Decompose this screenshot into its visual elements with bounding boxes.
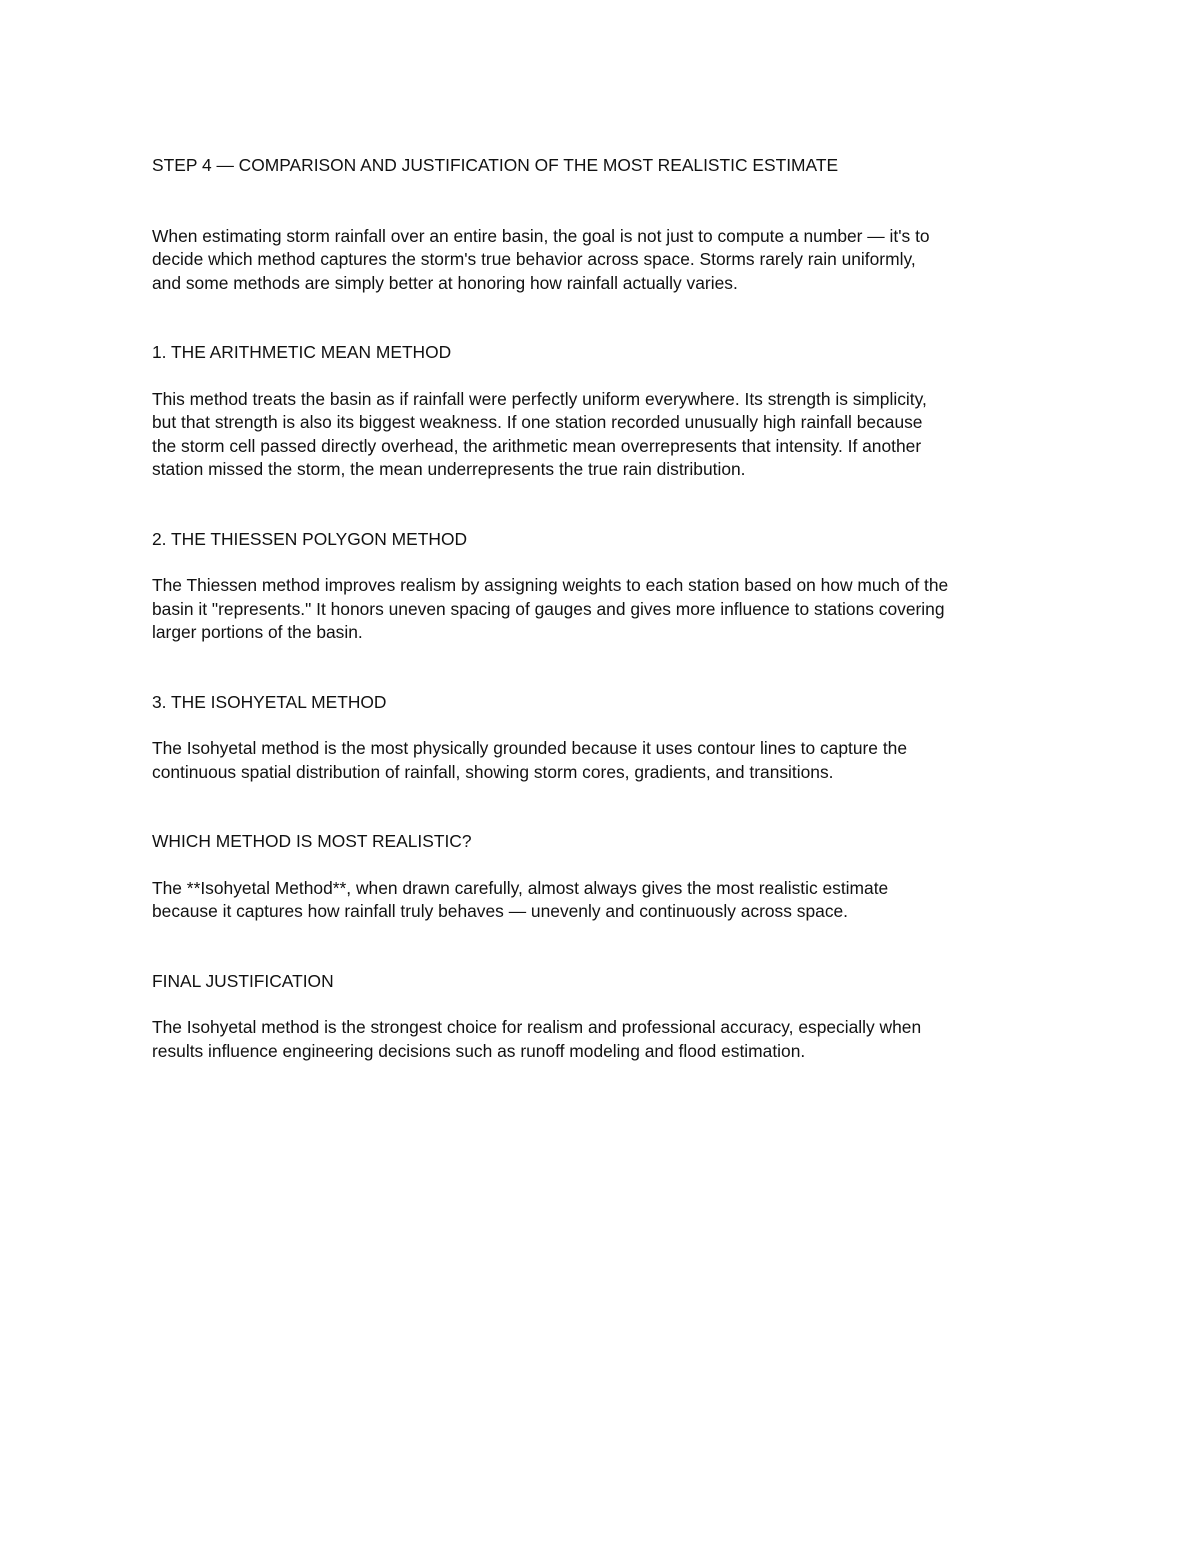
paragraph-line: basin it "represents." It honors uneven spacing of gauges and gives more influence to stations covering <box>152 598 945 619</box>
intro-line: When estimating storm rainfall over an entire basin, the goal is not just to compute a number — it's to <box>152 225 930 246</box>
intro-line: and some methods are simply better at honoring how rainfall actually varies. <box>152 272 738 293</box>
paragraph-line: the storm cell passed directly overhead, the arithmetic mean overrepresents that intensity. If another <box>152 435 922 456</box>
paragraph-line: The **Isohyetal Method**, when drawn carefully, almost always gives the most realistic estimate <box>152 877 889 898</box>
section-paragraph-arithmetic-mean <box>152 388 1052 482</box>
section-heading-most-realistic: WHICH METHOD IS MOST REALISTIC? <box>152 831 472 851</box>
document-title: STEP 4 — COMPARISON AND JUSTIFICATION OF THE MOST REALISTIC ESTIMATE <box>152 155 839 175</box>
paragraph-line: continuous spatial distribution of rainfall, showing storm cores, gradients, and transitions. <box>152 761 834 782</box>
paragraph-line: but that strength is also its biggest weakness. If one station recorded unusually high rainfall because <box>152 412 923 432</box>
section-paragraph-isohyetal <box>152 737 1052 784</box>
section-paragraph-thiessen <box>152 574 1052 645</box>
paragraph-line: station missed the storm, the mean underrepresents the true rain distribution. <box>152 459 746 479</box>
paragraph-line: because it captures how rainfall truly behaves — unevenly and continuously across space. <box>152 901 849 921</box>
document-body <box>152 154 1052 1109</box>
section-paragraph-final-justification <box>152 1016 1052 1063</box>
section-heading-thiessen: 2. THE THIESSEN POLYGON METHOD <box>152 528 468 549</box>
intro-paragraph <box>152 225 1052 296</box>
paragraph-line: results influence engineering decisions such as runoff modeling and flood estimation. <box>152 1040 806 1061</box>
paragraph-line: This method treats the basin as if rainfall were perfectly uniform everywhere. Its strength is simplicity, <box>152 388 927 409</box>
paragraph-line: The Isohyetal method is the strongest choice for realism and professional accuracy, especially when <box>152 1017 922 1037</box>
section-heading-arithmetic-mean: 1. THE ARITHMETIC MEAN METHOD <box>152 342 452 362</box>
paragraph-line: The Thiessen method improves realism by assigning weights to each station based on how much of the <box>152 575 949 595</box>
section-heading-final-justification: FINAL JUSTIFICATION <box>152 970 334 991</box>
section-heading-isohyetal: 3. THE ISOHYETAL METHOD <box>152 691 387 712</box>
section-paragraph-most-realistic <box>152 877 1052 924</box>
paragraph-line: The Isohyetal method is the most physically grounded because it uses contour lines to capture the <box>152 738 907 758</box>
intro-line: decide which method captures the storm's true behavior across space. Storms rarely rain uniformly, <box>152 249 916 269</box>
paragraph-line: larger portions of the basin. <box>152 622 363 642</box>
